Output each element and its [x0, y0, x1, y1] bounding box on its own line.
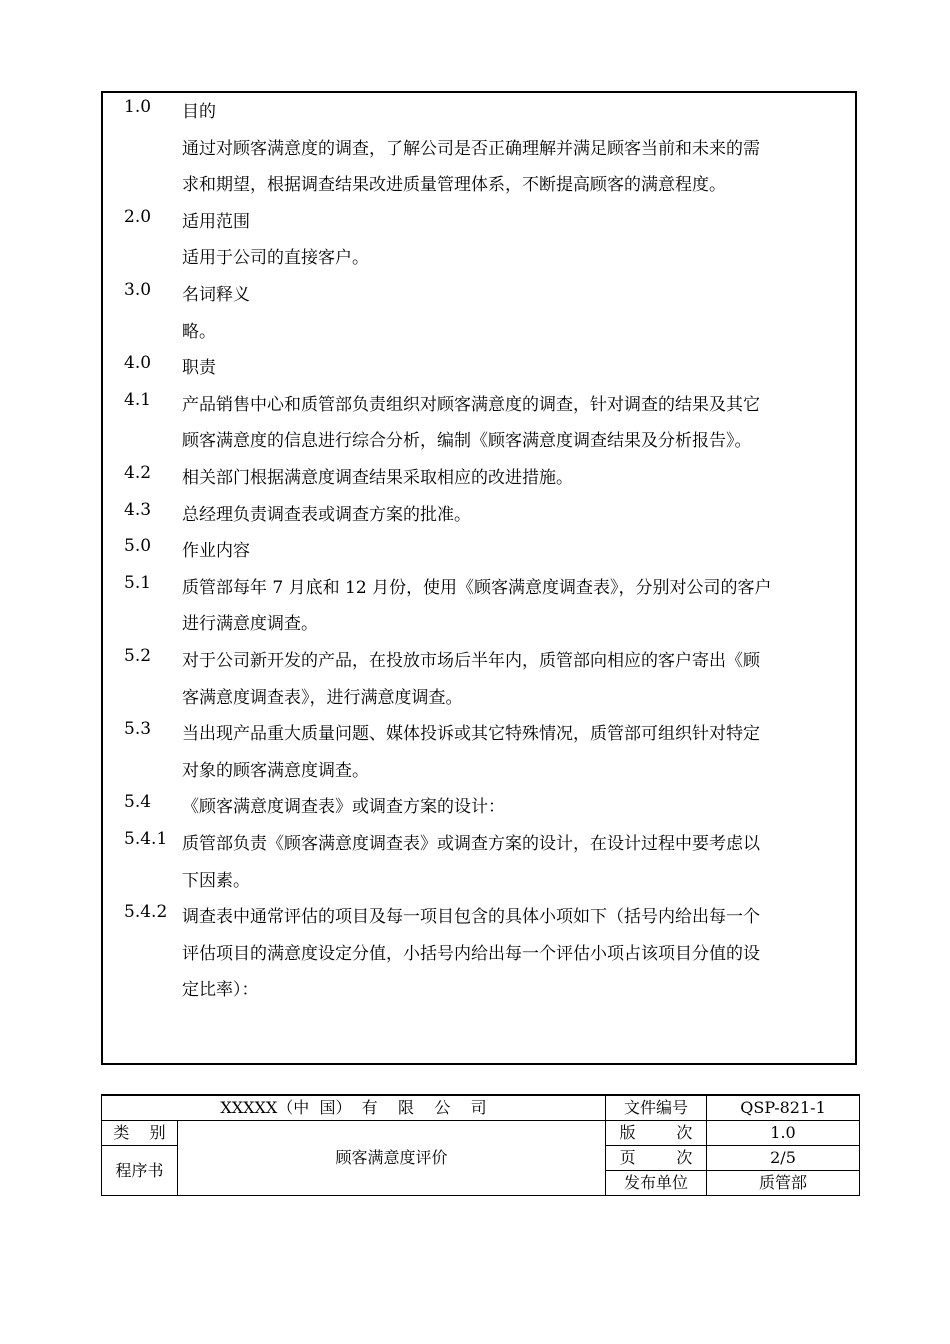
section-number: 3.0: [124, 280, 152, 300]
section-text-line: 评估项目的满意度设定分值，小括号内给出每一个评估小项占该项目分值的设: [182, 943, 760, 964]
section-number: 5.2: [124, 646, 152, 666]
section-text-line: 质管部每年 7 月底和 12 月份，使用《顾客满意度调查表》，分别对公司的客户: [182, 577, 772, 598]
section-text-line: 略。: [182, 321, 216, 342]
company-name: XXXXX（中 国） 有 限 公 司: [102, 1095, 606, 1121]
issuer: 质管部: [707, 1171, 860, 1196]
section-text-line: 进行满意度调查。: [182, 614, 318, 635]
section-number: 5.4.2: [124, 902, 168, 923]
section-text-line: 作业内容: [182, 541, 250, 562]
section-text-line: 调查表中通常评估的项目及每一项目包含的具体小项如下（括号内给出每一个: [182, 907, 760, 928]
section-text-line: 当出现产品重大质量问题、媒体投诉或其它特殊情况，质管部可组织针对特定: [182, 724, 760, 745]
content-box: [101, 91, 857, 1065]
issuer-label: 发布单位: [606, 1171, 707, 1196]
section-text-line: 目的: [182, 102, 216, 122]
section-text-line: 适用范围: [182, 211, 250, 232]
section-text-line: 总经理负责调查表或调查方案的批准。: [182, 504, 471, 525]
section-text-line: 产品销售中心和质管部负责组织对顾客满意度的调查，针对调查的结果及其它: [182, 394, 760, 415]
section-text-line: 职责: [182, 358, 216, 379]
section-text-line: 求和期望，根据调查结果改进质量管理体系，不断提高顾客的满意程度。: [182, 175, 726, 196]
section-number: 1.0: [124, 97, 152, 117]
section-number: 4.3: [124, 499, 152, 520]
version: 1.0: [707, 1121, 860, 1146]
section-text-line: 顾客满意度的信息进行综合分析，编制《顾客满意度调查结果及分析报告》。: [182, 431, 752, 452]
category-label: 类 别: [102, 1121, 178, 1146]
section-text-line: 对于公司新开发的产品，在投放市场后半年内，质管部向相应的客户寄出《顾: [182, 651, 760, 671]
page-label: 页 次: [606, 1146, 707, 1171]
section-text-line: 客满意度调查表》，进行满意度调查。: [182, 687, 463, 708]
section-number: 5.4: [124, 792, 152, 813]
section-number: 4.0: [124, 353, 152, 374]
section-number: 5.0: [124, 536, 152, 557]
section-number: 5.3: [124, 719, 152, 740]
section-number: 5.4.1: [124, 829, 168, 849]
doc-no-label: 文件编号: [606, 1095, 707, 1121]
section-number: 4.2: [124, 463, 152, 483]
version-label: 版 次: [606, 1121, 707, 1146]
document-footer-table: [101, 1094, 860, 1196]
section-text-line: 质管部负责《顾客满意度调查表》或调查方案的设计，在设计过程中要考虑以: [182, 834, 760, 854]
section-text-line: 通过对顾客满意度的调查，了解公司是否正确理解并满足顾客当前和未来的需: [182, 138, 760, 159]
doc-title: 顾客满意度评价: [178, 1121, 606, 1196]
section-number: 5.1: [124, 572, 152, 593]
section-text-line: 相关部门根据满意度调查结果采取相应的改进措施。: [182, 468, 573, 488]
section-text-line: 对象的顾客满意度调查。: [182, 760, 369, 781]
section-number: 2.0: [124, 206, 152, 227]
section-number: 4.1: [124, 389, 152, 410]
section-text-line: 名词释义: [182, 285, 250, 305]
section-text-line: 适用于公司的直接客户。: [182, 248, 369, 269]
page-number: 2/5: [707, 1146, 860, 1171]
category-value: 程序书: [102, 1146, 178, 1196]
doc-no: QSP-821-1: [707, 1095, 860, 1121]
section-text-line: 下因素。: [182, 870, 250, 891]
section-text-line: 定比率）：: [182, 980, 259, 1001]
section-text-line: 《顾客满意度调查表》或调查方案的设计：: [182, 797, 505, 818]
